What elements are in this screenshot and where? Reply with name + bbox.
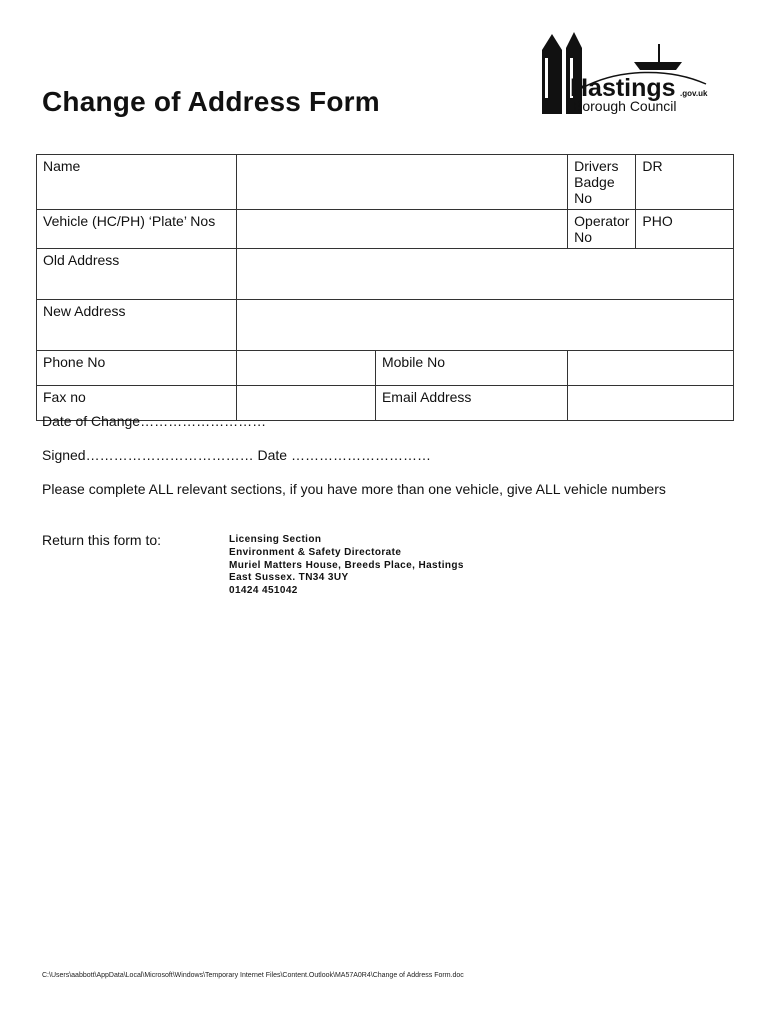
footer-file-path: C:\Users\aabbott\AppData\Local\Microsoft\Windows\Temporary Internet Files\Content.Outlook\MA57A0R4\Change of Address Form.doc: [42, 972, 464, 979]
operator-label: Operator No: [568, 210, 636, 249]
email-field[interactable]: [568, 386, 734, 421]
signed-date-line[interactable]: Signed……………………………… Date …………………………: [42, 447, 431, 463]
mobile-label: Mobile No: [375, 351, 567, 386]
table-row-name: [37, 155, 734, 210]
table-row-vehicle: [37, 210, 734, 249]
return-address: [229, 534, 464, 598]
fax-label: Fax no: [37, 386, 237, 421]
new-address-field[interactable]: [236, 300, 733, 351]
page-title: Change of Address Form: [42, 86, 380, 117]
return-address-line: Licensing Section: [229, 534, 322, 545]
logo-hastings-text: Hastings: [570, 74, 676, 102]
phone-field[interactable]: [236, 351, 375, 386]
date-of-change-line[interactable]: Date of Change………………………: [42, 413, 267, 429]
operator-field[interactable]: PHO: [636, 210, 734, 249]
new-address-label: New Address: [37, 300, 237, 351]
drivers-badge-field[interactable]: DR: [636, 155, 734, 210]
details-table: [36, 154, 734, 421]
vehicle-field[interactable]: [236, 210, 568, 249]
return-label: Return this form to:: [42, 532, 162, 548]
logo-subtitle: Borough Council: [573, 98, 677, 114]
name-field[interactable]: [236, 155, 568, 210]
email-label: Email Address: [375, 386, 567, 421]
drivers-badge-label: Drivers Badge No: [568, 155, 636, 210]
phone-label: Phone No: [37, 351, 237, 386]
name-label: Name: [37, 155, 237, 210]
instructions-text: Please complete ALL relevant sections, if you have more than one vehicle, give ALL vehicle numbers: [42, 481, 666, 497]
table-row-old-address: [37, 249, 734, 300]
return-address-line: Environment & Safety Directorate: [229, 546, 402, 558]
return-address-line: East Sussex. TN34 3UY: [229, 572, 349, 584]
table-row-new-address: [37, 300, 734, 351]
mobile-field[interactable]: [568, 351, 734, 386]
table-row-phone: [37, 351, 734, 386]
return-address-line: Muriel Matters House, Breeds Place, Hastings: [229, 559, 464, 571]
old-address-label: Old Address: [37, 249, 237, 300]
logo-domain-text: .gov.uk: [680, 89, 708, 98]
return-phone: 01424 451042: [229, 585, 298, 597]
old-address-field[interactable]: [236, 249, 733, 300]
vehicle-label: Vehicle (HC/PH) ‘Plate’ Nos: [37, 210, 237, 249]
